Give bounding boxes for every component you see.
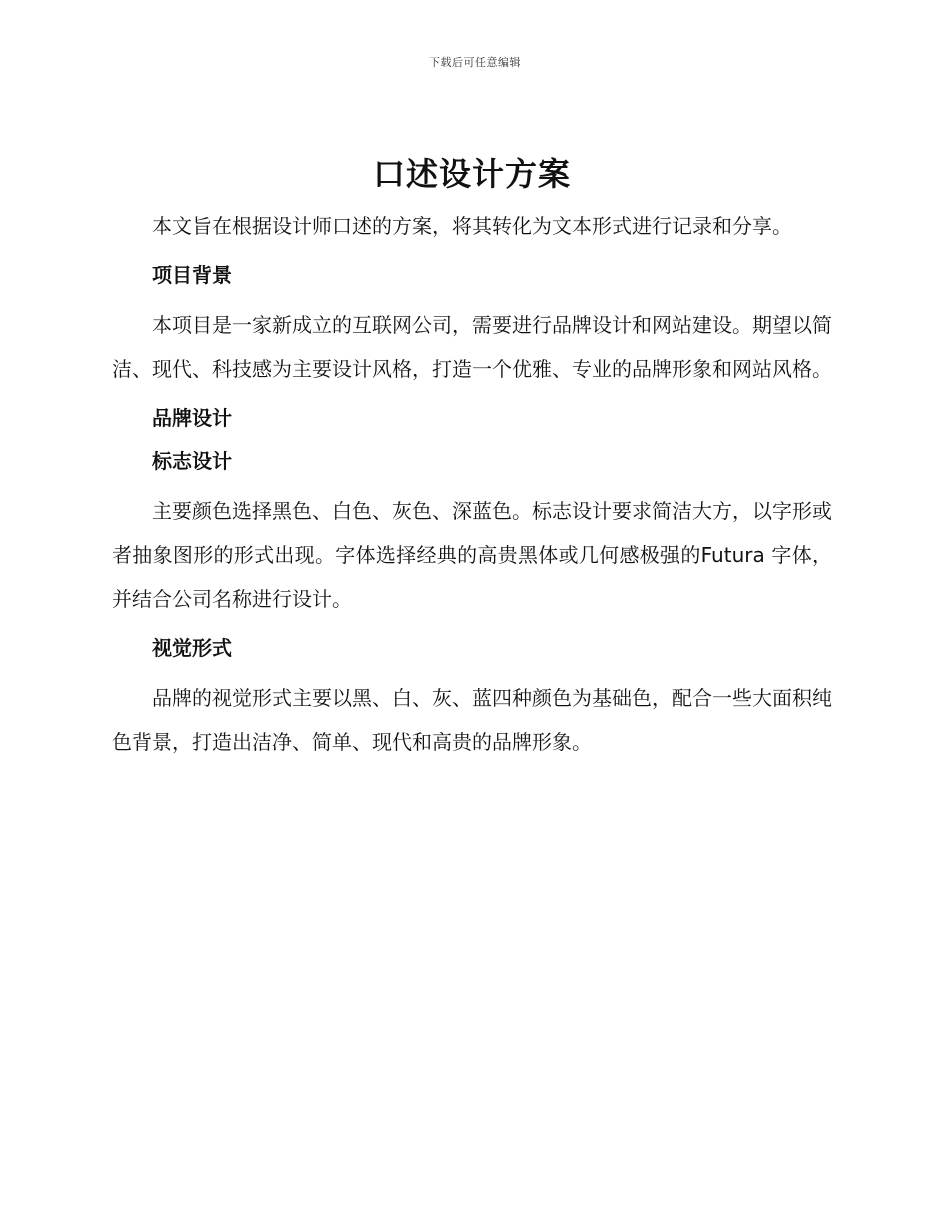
- section-heading-logo: 标志设计: [152, 449, 232, 473]
- intro-paragraph: 本文旨在根据设计师口述的方案，将其转化为文本形式进行记录和分享。: [152, 214, 792, 238]
- section-heading-brand: 品牌设计: [152, 406, 232, 430]
- section-body-visual: 品牌的视觉形式主要以黑、白、灰、蓝四种颜色为基础色，配合一些大面积纯色背景，打造出洁净、简单、现代和高贵的品牌形象。: [112, 686, 832, 754]
- section-heading-background: 项目背景: [152, 263, 232, 287]
- section-heading-visual: 视觉形式: [152, 636, 232, 660]
- section-body-logo: 主要颜色选择黑色、白色、灰色、深蓝色。标志设计要求简洁大方，以字形或者抽象图形的形式出现。字体选择经典的高贵黑体或几何感极强的Futura 字体，并结合公司名称进行设计。: [112, 499, 832, 611]
- document-body: [112, 148, 832, 764]
- document-title: 口述设计方案: [372, 155, 571, 193]
- page-header-note: 下载后可任意编辑: [429, 56, 521, 69]
- section-body-background: 本项目是一家新成立的互联网公司，需要进行品牌设计和网站建设。期望以简洁、现代、科技感为主要设计风格，打造一个优雅、专业的品牌形象和网站风格。: [112, 313, 832, 381]
